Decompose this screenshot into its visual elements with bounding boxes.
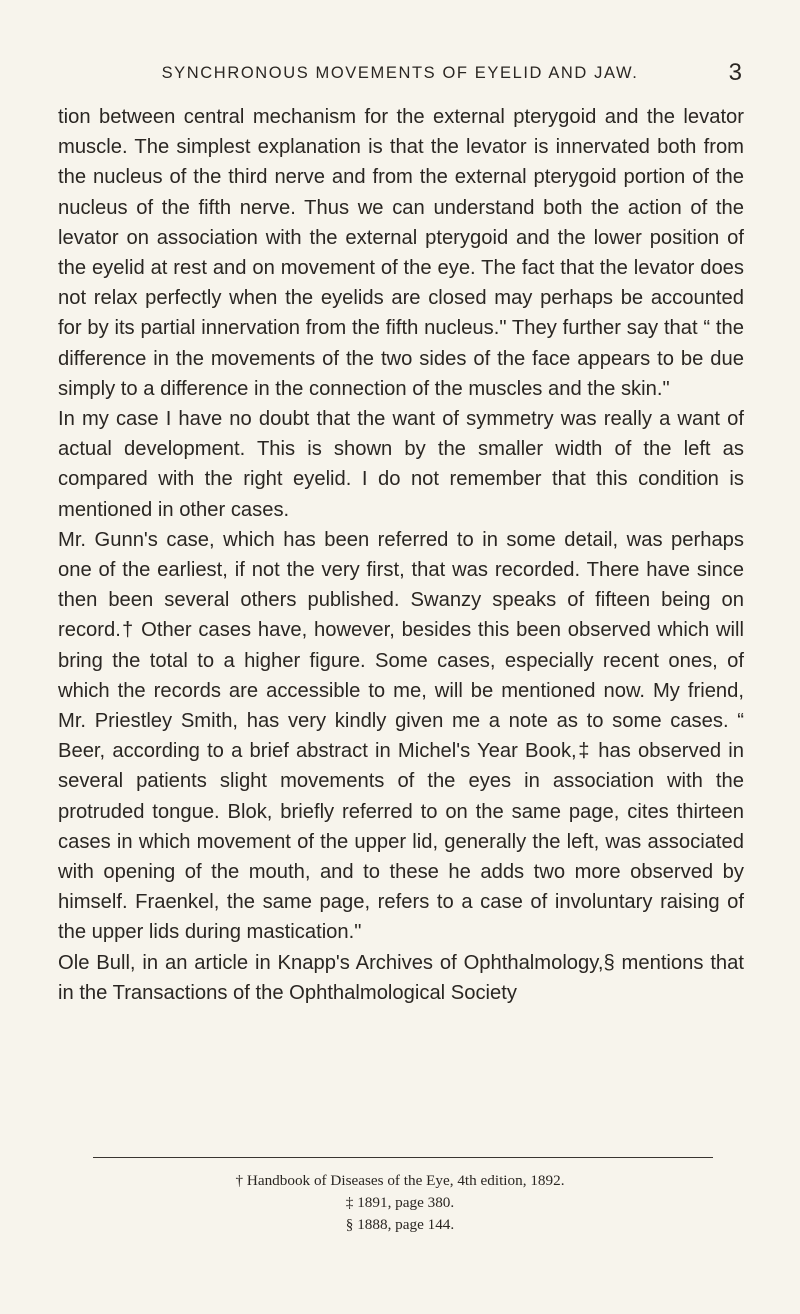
paragraph: Mr. Gunn's case, which has been referred to in some detail, was perhaps one of the earliest, if not the very first, that was recorded. There have since then been several others published. Swanzy speaks of fifteen being on record.† Other cases have, however, besides this been observed which will bring the total to a higher figure. Some cases, especially recent ones, of which the records are accessible to me, will be mentioned now. My friend, Mr. Priestley Smith, has very kindly given me a note as to some cases. “ Beer, according to a brief abstract in Michel's Year Book,‡ has observed in several patients slight movements of the eyes in association with the protruded tongue. Blok, briefly referred to on the same page, cites thirteen cases in which movement of the upper lid, generally the left, was associated with opening of the mouth, and to these he adds two more observed by himself. Fraenkel, the same page, refers to a case of involuntary raising of the upper lids during mastication.": [58, 528, 744, 944]
footnote: § 1888, page 144.: [345, 1216, 455, 1233]
paragraph: In my case I have no doubt that the want of symmetry was really a want of actual development. This is shown by the smaller width of the left as compared with the right eyelid. I do not remember that this condition is mentioned in other cases.: [58, 408, 744, 521]
page-number: 3: [728, 59, 742, 86]
paragraph: Ole Bull, in an article in Knapp's Archives of Ophthalmology,§ mentions that in the Transactions of the Ophthalmological Society: [58, 951, 744, 1004]
footnote: † Handbook of Diseases of the Eye, 4th edition, 1892.: [235, 1172, 565, 1189]
paragraph: tion between central mechanism for the external pterygoid and the levator muscle. The simplest explanation is that the levator is innervated both from the nucleus of the third nerve and from the external pterygoid portion of the nucleus of the fifth nerve. Thus we can understand both the action of the levator on association with the external pterygoid and the lower position of the eyelid at rest and on movement of the eye. The fact that the levator does not relax perfectly when the eyelids are closed may perhaps be accounted for by its partial innervation from the fifth nucleus." They further say that “ the difference in the movements of the two sides of the face appears to be due simply to a difference in the connection of the muscles and the skin.": [58, 106, 744, 400]
running-head: SYNCHRONOUS MOVEMENTS OF EYELID AND JAW.: [161, 64, 639, 82]
footnotes: [0, 1170, 800, 1236]
page-header: [0, 59, 800, 88]
body-text: [58, 102, 744, 1008]
footnote-divider: [93, 1157, 713, 1158]
footnote: ‡ 1891, page 380.: [345, 1194, 455, 1211]
